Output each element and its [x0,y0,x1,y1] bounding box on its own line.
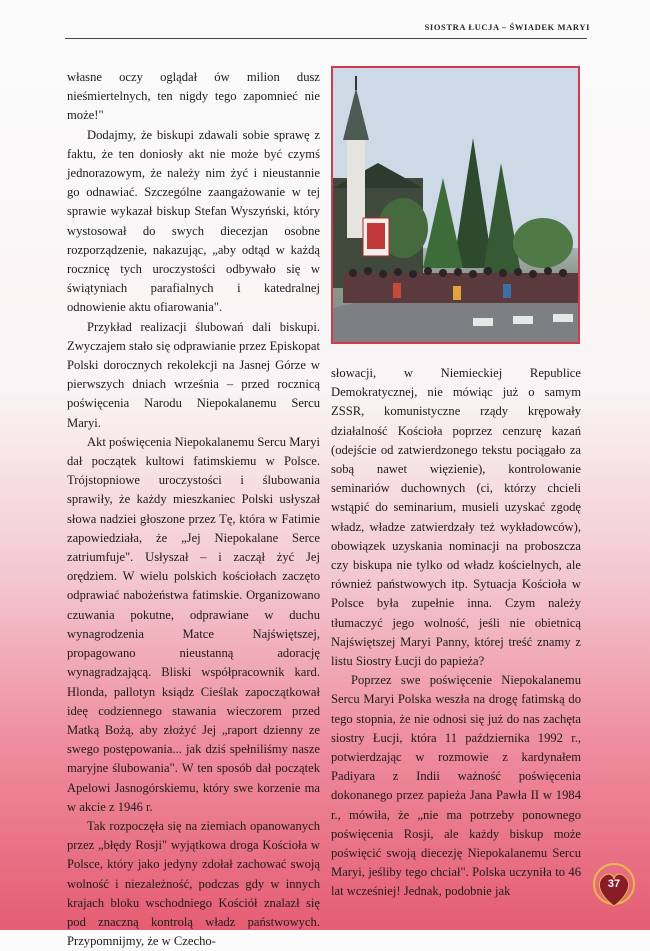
article-photo [331,66,580,344]
paragraph: Poprzez swe poświęcenie Niepokalanemu Sercu Maryi Polska weszła na drogę fatimską do tego stopnia, że nie odnosi się już do nas zachęta siostry Łucji, która 11 października 1992 r., potwierdzając w rozmowie z kardynałem Padiyara z Indii ważność poświęcenia dokonanego przez papieża Jana Pawła II w 1984 r., mówiła, że „nie ma potrzeby ponownego poświęcenia Rosji, ale każdy biskup może poświęcić swoją diecezję Niepokalanemu Sercu Maryi, jeśliby tego chciał". Polska uczyniła to 46 lat wcześniej! Jednak, podobnie jak [331,673,581,899]
header-rule [65,38,587,39]
paragraph: Przykład realizacji ślubowań dali biskupi. Zwyczajem stało się odprawianie przez Episkopat Polski dorocznych rekolekcji na Jasnej Górze w pierwszych dniach września – przed rocznicą poświęcenia Narodu Niepokalanemu Sercu Maryi. [67,319,320,430]
pilgrimage-procession-photo [333,68,578,342]
running-header: SIOSTRA ŁUCJA – ŚWIADEK MARYI [424,22,590,32]
page-number: 37 [607,878,621,890]
paragraph: Dodajmy, że biskupi zdawali sobie sprawę z faktu, że ten doniosły akt nie może być czymś jednorazowym, że należy nim żyć i nieustannie go odnawiać. Szczególne zaangażowanie w tej sprawie wykazał biskup Stefan Wyszyński, który wystosował do swych diecezjan osobne rozporządzenie, nakazując, „aby odtąd w każdą rocznicę tych uroczystości odbywało się w świątyniach parafialnych i katedralnej odnowienie aktu ofiarowania". [67,127,320,315]
page-number-badge [592,862,636,916]
paragraph: Akt poświęcenia Niepokalanemu Sercu Maryi dał początek kultowi fatimskiemu w Polsce. Trójstopniowe uroczystości i ślubowania sprawiły, że każdy mieszkaniec Polski usłyszał słowa nadziei głoszone przez Tę, która w Fatimie zapowiedziała, że „Jej Niepokalane Serce zatriumfuje". Usłyszał – i zaczął żyć Jej orędziem. W wielu polskich kościołach zaczęto odprawiać nabożeństwa fatimskie. Organizowano czuwania pokutne, odprawiane w duchu wynagrodzenia Matce Najświętszej, propagowano nieustanną adorację wynagradzającą. Bliski współpracownik kard. Hlonda, pallotyn ksiądz Cieślak zapoczątkował ideę codziennego stawania wieczorem przed Matką Bożą, aby złożyć Jej „raport dzienny ze swego postępowania... jak dziś spełniliśmy nasze maryjne ślubowania". W ten sposób dał początek Apelowi Jasnogórskiemu, który swe korzenie ma w akcie z 1946 r. [67,434,320,814]
right-column [331,364,581,902]
paragraph: własne oczy oglądał ów milion dusz nieśmiertelnych, ten nigdy tego zapomnieć nie może!" [67,70,320,123]
paragraph: słowacji, w Niemieckiej Republice Demokratycznej, nie mówiąc już o samym ZSSR, komunistyczne rządy krępowały działalność Kościoła poprzez cenzurę kazań (odejście od zatwierdzonego tekstu pociągało za sobą nawet więzienie), kontrolowanie seminariów duchownych (ci, którzy chcieli wstąpić do seminarium, musieli uzyskać zgodę władz, władze zatwierdzały też wykładowców), obowiązek uzyskania nominacji na proboszcza czy biskupa nie tylko od władz kościelnych, ale również państwowych itp. Sytuacja Kościoła w Polsce była zupełnie inna. Czym należy tłumaczyć jego wolność, jeśli nie obietnicą Najświętszej Maryi Panny, której treść znamy z listu Siostry Łucji do papieża? [331,366,581,669]
paragraph: Tak rozpoczęła się na ziemiach opanowanych przez „błędy Rosji" wyjątkowa droga Kościoła w Polsce, który jako jedyny zdołał zachować swoją wolność i niezależność, podczas gdy w innych krajach bloku wschodniego Kościół znalazł się pod znaczną kontrolą władz państwowych. Przypomnijmy, że w Czecho- [67,818,320,949]
left-column [67,68,320,951]
